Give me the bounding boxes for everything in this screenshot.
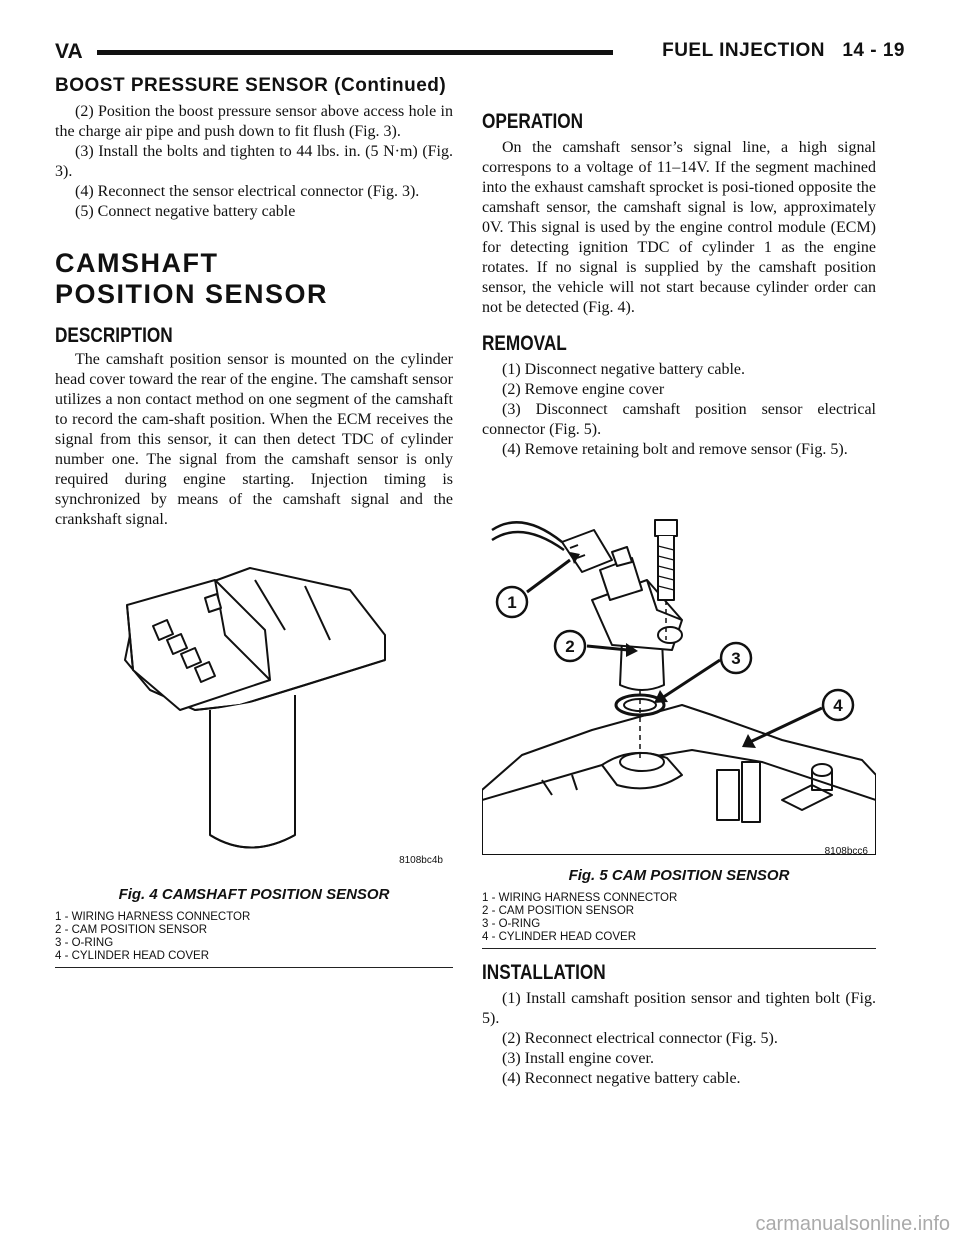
step-text: (5) Connect negative battery cable <box>75 203 296 220</box>
fig5-caption: Fig. 5 CAM POSITION SENSOR <box>568 867 790 884</box>
operation-heading: OPERATION <box>482 110 584 133</box>
legend-item: 2 - CAM POSITION SENSOR <box>482 905 635 917</box>
legend-item: 4 - CYLINDER HEAD COVER <box>55 950 210 962</box>
page-header <box>55 40 905 80</box>
legend-item: 1 - WIRING HARNESS CONNECTOR <box>482 892 678 904</box>
step-text: (3) Install engine cover. <box>502 1050 654 1067</box>
header-section-page: FUEL INJECTION 14 - 19 <box>662 40 905 61</box>
legend-item: 3 - O-RING <box>55 937 114 949</box>
description-text: The camshaft position sensor is mounted on the cylinder head cover toward the rear of the engine. The camshaft sensor utilizes a non contact method on one segment of the camshaft to record the cam-shaft position. When the ECM receives the signal from this sensor, it can then detect TDC of cylinder number one. The signal from the camshaft sensor is only required during engine starting. Injection timing is synchronized by means of the camshaft signal and the crankshaft signal. <box>55 351 453 528</box>
cam-sensor-install-drawing <box>482 500 876 855</box>
header-rule <box>97 50 613 55</box>
step-text: (1) Disconnect negative battery cable. <box>502 361 745 378</box>
fig4-illustration <box>55 560 453 880</box>
description-heading: DESCRIPTION <box>55 324 173 347</box>
fig5-illustration <box>482 500 876 855</box>
installation-heading: INSTALLATION <box>482 961 606 984</box>
watermark: carmanualsonline.info <box>755 1213 950 1235</box>
fig5-legend <box>482 892 876 944</box>
fig4-rule <box>55 967 453 968</box>
step-text: (2) Remove engine cover <box>502 381 665 398</box>
legend-item: 1 - WIRING HARNESS CONNECTOR <box>55 911 251 923</box>
step-text: (1) Install camshaft position sensor and tighten bolt (Fig. 5). <box>482 990 876 1027</box>
step-text: (4) Reconnect the sensor electrical connector (Fig. 3). <box>75 183 420 200</box>
right-column <box>482 110 876 1089</box>
callout-4: 4 <box>833 696 843 715</box>
fig5-rule <box>482 948 876 949</box>
callout-2: 2 <box>565 637 575 656</box>
legend-item: 3 - O-RING <box>482 918 541 930</box>
continued-heading: BOOST PRESSURE SENSOR (Continued) <box>55 75 447 96</box>
callout-1: 1 <box>507 593 517 612</box>
camshaft-sensor-drawing <box>55 560 453 880</box>
section-title: CAMSHAFT POSITION SENSOR <box>55 248 329 309</box>
operation-text: On the camshaft sensor’s signal line, a high signal correspons to a voltage of 11–14V. If the segment machined into the exhaust camshaft sprocket is posi-tioned opposite the camshaft sensor, the camshaft signal is low, approximately 0V. This signal is used by the engine control module (ECM) for detecting ignition TDC of cylinder 1 as the engine rotates. If no signal is supplied by the camshaft position sensor, the vehicle will not start because cylinder order can not be detected (Fig. 4). <box>482 139 876 316</box>
step-text: (2) Position the boost pressure sensor above access hole in the charge air pipe and push down to fit flush (Fig. 3). <box>55 103 453 140</box>
fig4-caption: Fig. 4 CAMSHAFT POSITION SENSOR <box>118 886 390 903</box>
left-column <box>55 102 453 968</box>
step-text: (4) Remove retaining bolt and remove sensor (Fig. 5). <box>502 441 848 458</box>
step-text: (3) Install the bolts and tighten to 44 lbs. in. (5 N·m) (Fig. 3). <box>55 143 453 180</box>
fig4-legend <box>55 911 453 963</box>
legend-item: 4 - CYLINDER HEAD COVER <box>482 931 637 943</box>
fig5-code: 8108bcc6 <box>824 846 868 857</box>
step-text: (3) Disconnect camshaft position sensor electrical connector (Fig. 5). <box>482 401 876 438</box>
header-model: VA <box>55 40 83 63</box>
fig4-code: 8108bc4b <box>399 855 443 866</box>
step-text: (2) Reconnect electrical connector (Fig. 5). <box>502 1030 778 1047</box>
callout-3: 3 <box>731 649 741 668</box>
step-text: (4) Reconnect negative battery cable. <box>502 1070 741 1087</box>
legend-item: 2 - CAM POSITION SENSOR <box>55 924 208 936</box>
removal-heading: REMOVAL <box>482 332 567 355</box>
